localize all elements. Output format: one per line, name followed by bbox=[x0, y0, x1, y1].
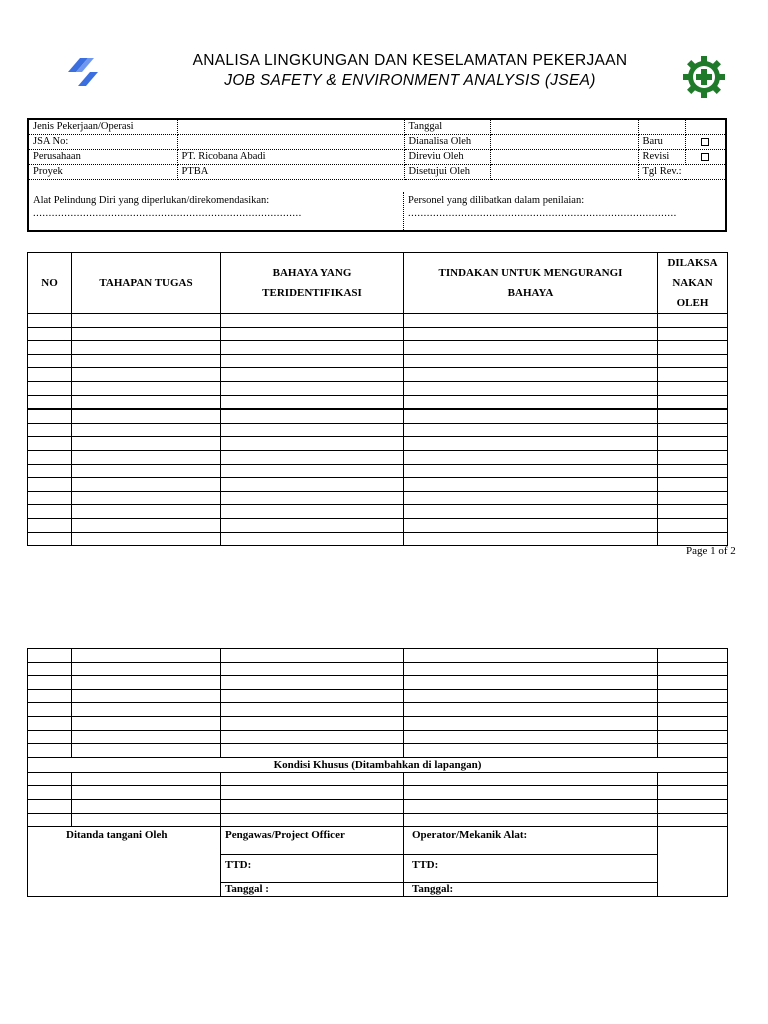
table-cell[interactable] bbox=[28, 703, 72, 717]
table-cell[interactable] bbox=[658, 799, 728, 813]
table-cell[interactable] bbox=[404, 730, 658, 744]
table-cell[interactable] bbox=[72, 327, 221, 341]
table-cell[interactable] bbox=[221, 381, 404, 395]
table-cell[interactable] bbox=[72, 395, 221, 409]
table-row bbox=[28, 327, 728, 341]
table-cell[interactable] bbox=[404, 327, 658, 341]
table-cell[interactable] bbox=[72, 368, 221, 382]
apd-dotted-line[interactable]: ...................................................................................... bbox=[33, 208, 302, 219]
table-cell[interactable] bbox=[221, 716, 404, 730]
table-cell[interactable] bbox=[28, 799, 72, 813]
table-cell[interactable] bbox=[72, 689, 221, 703]
table-cell[interactable] bbox=[28, 662, 72, 676]
table-cell[interactable] bbox=[404, 381, 658, 395]
table-cell[interactable] bbox=[28, 505, 72, 519]
table-cell[interactable] bbox=[28, 689, 72, 703]
blank-cell bbox=[638, 120, 685, 135]
table-cell[interactable] bbox=[221, 450, 404, 464]
table-cell[interactable] bbox=[72, 786, 221, 800]
table-cell[interactable] bbox=[72, 505, 221, 519]
table-cell[interactable] bbox=[404, 676, 658, 690]
table-cell[interactable] bbox=[28, 450, 72, 464]
table-cell[interactable] bbox=[221, 518, 404, 532]
blank-cell bbox=[685, 120, 725, 135]
table-cell[interactable] bbox=[404, 450, 658, 464]
table-row bbox=[28, 716, 728, 730]
green-gear-cross-safety-icon bbox=[682, 55, 726, 99]
table-cell[interactable] bbox=[221, 689, 404, 703]
table-cell[interactable] bbox=[658, 491, 728, 505]
table-cell[interactable] bbox=[658, 464, 728, 478]
table-cell[interactable] bbox=[28, 409, 72, 423]
table-cell[interactable] bbox=[28, 314, 72, 328]
table-cell[interactable] bbox=[72, 649, 221, 663]
table-cell[interactable] bbox=[404, 532, 658, 546]
table-row bbox=[28, 689, 728, 703]
personel-dotted-line[interactable]: ...................................................................................... bbox=[408, 208, 677, 219]
table-cell[interactable] bbox=[658, 381, 728, 395]
perusahaan-label: Perusahaan bbox=[29, 150, 177, 165]
blue-chevron-logo-icon bbox=[64, 52, 104, 92]
proyek-value[interactable]: PTBA bbox=[177, 165, 404, 180]
table-cell[interactable] bbox=[404, 423, 658, 437]
col-header-bahaya-line2: TERIDENTIFIKASI bbox=[262, 287, 362, 299]
table-body-page1 bbox=[28, 314, 728, 546]
table-cell[interactable] bbox=[72, 381, 221, 395]
table-cell[interactable] bbox=[658, 437, 728, 451]
table-cell[interactable] bbox=[28, 676, 72, 690]
disetujui-label: Disetujui Oleh bbox=[404, 165, 490, 180]
table-cell[interactable] bbox=[404, 662, 658, 676]
table-cell[interactable] bbox=[221, 786, 404, 800]
tanggal-label: Tanggal bbox=[404, 120, 490, 135]
table-cell[interactable] bbox=[72, 730, 221, 744]
table-cell[interactable] bbox=[28, 464, 72, 478]
table-row bbox=[28, 799, 728, 813]
table-cell[interactable] bbox=[221, 341, 404, 355]
table-cell[interactable] bbox=[658, 450, 728, 464]
table-cell[interactable] bbox=[28, 354, 72, 368]
table-cell[interactable] bbox=[72, 772, 221, 786]
jenis-pekerjaan-label: Jenis Pekerjaan/Operasi bbox=[29, 120, 177, 135]
table-cell[interactable] bbox=[72, 478, 221, 492]
table-cell[interactable] bbox=[28, 478, 72, 492]
table-cell[interactable] bbox=[72, 813, 221, 827]
table-cell[interactable] bbox=[658, 772, 728, 786]
direviu-field[interactable] bbox=[490, 150, 638, 165]
ttd-pengawas-field[interactable]: TTD: bbox=[221, 855, 404, 883]
table-cell[interactable] bbox=[221, 423, 404, 437]
table-row bbox=[28, 437, 728, 451]
table-row bbox=[28, 395, 728, 409]
dianalisa-field[interactable] bbox=[490, 135, 638, 150]
table-cell[interactable] bbox=[658, 703, 728, 717]
apd-personel-section bbox=[29, 192, 725, 232]
col-header-dilaksanakan-line3: OLEH bbox=[676, 297, 709, 309]
table-cell[interactable] bbox=[404, 478, 658, 492]
table-cell[interactable] bbox=[221, 464, 404, 478]
table-cell[interactable] bbox=[404, 341, 658, 355]
table-cell[interactable] bbox=[221, 730, 404, 744]
table-cell[interactable] bbox=[221, 649, 404, 663]
table-cell[interactable] bbox=[404, 772, 658, 786]
table-row bbox=[28, 450, 728, 464]
tgl-rev-label: Tgl Rev.: bbox=[638, 165, 725, 180]
tanggal-field[interactable] bbox=[490, 120, 638, 135]
table-cell[interactable] bbox=[404, 689, 658, 703]
table-cell[interactable] bbox=[221, 395, 404, 409]
table-row bbox=[28, 368, 728, 382]
table-cell[interactable] bbox=[221, 478, 404, 492]
revisi-checkbox[interactable] bbox=[685, 150, 725, 165]
table-cell[interactable] bbox=[658, 368, 728, 382]
revisi-label: Revisi bbox=[638, 150, 685, 165]
table-row bbox=[28, 314, 728, 328]
table-cell[interactable] bbox=[221, 676, 404, 690]
table-cell[interactable] bbox=[221, 799, 404, 813]
table-cell[interactable] bbox=[221, 532, 404, 546]
table-row bbox=[28, 772, 728, 786]
table-cell[interactable] bbox=[658, 354, 728, 368]
table-cell[interactable] bbox=[221, 368, 404, 382]
table-cell[interactable] bbox=[658, 505, 728, 519]
table-cell[interactable] bbox=[404, 813, 658, 827]
table-cell[interactable] bbox=[404, 703, 658, 717]
ditanda-tangani-label: Ditanda tangani Oleh bbox=[28, 827, 221, 897]
table-cell[interactable] bbox=[72, 532, 221, 546]
table-cell[interactable] bbox=[221, 662, 404, 676]
col-header-tahapan: TAHAPAN TUGAS bbox=[72, 253, 221, 314]
table-cell[interactable] bbox=[221, 505, 404, 519]
table-cell[interactable] bbox=[28, 532, 72, 546]
table-cell[interactable] bbox=[221, 314, 404, 328]
table-row bbox=[28, 423, 728, 437]
table-cell[interactable] bbox=[658, 532, 728, 546]
table-row bbox=[28, 505, 728, 519]
table-cell[interactable] bbox=[404, 354, 658, 368]
table-cell[interactable] bbox=[404, 464, 658, 478]
table-row bbox=[28, 649, 728, 663]
table-cell[interactable] bbox=[404, 409, 658, 423]
table-cell[interactable] bbox=[72, 409, 221, 423]
table-cell[interactable] bbox=[658, 676, 728, 690]
table-row bbox=[28, 478, 728, 492]
table-cell[interactable] bbox=[28, 327, 72, 341]
table-cell[interactable] bbox=[658, 341, 728, 355]
table-cell[interactable] bbox=[28, 437, 72, 451]
table-cell[interactable] bbox=[72, 744, 221, 758]
table-cell[interactable] bbox=[404, 649, 658, 663]
table-cell[interactable] bbox=[658, 716, 728, 730]
table-cell[interactable] bbox=[404, 744, 658, 758]
table-cell[interactable] bbox=[221, 354, 404, 368]
document-title: ANALISA LINGKUNGAN DAN KESELAMATAN PEKERJAAN bbox=[192, 52, 628, 69]
table-cell[interactable] bbox=[28, 423, 72, 437]
table-cell[interactable] bbox=[28, 786, 72, 800]
table-cell[interactable] bbox=[28, 772, 72, 786]
table-cell[interactable] bbox=[221, 813, 404, 827]
apd-label: Alat Pelindung Diri yang diperlukan/direkomendasikan: bbox=[33, 195, 270, 206]
table-row bbox=[28, 744, 728, 758]
table-cell[interactable] bbox=[658, 423, 728, 437]
tanggal-operator-field[interactable]: Tanggal: bbox=[404, 883, 658, 897]
table-row bbox=[28, 518, 728, 532]
table-cell[interactable] bbox=[28, 491, 72, 505]
table-row bbox=[28, 354, 728, 368]
col-header-dilaksanakan-line1: DILAKSA bbox=[667, 257, 718, 269]
table-cell[interactable] bbox=[72, 354, 221, 368]
table-cell[interactable] bbox=[72, 341, 221, 355]
table-row bbox=[28, 532, 728, 546]
col-header-dilaksanakan bbox=[658, 253, 728, 314]
table-row bbox=[28, 662, 728, 676]
operator-label: Operator/Mekanik Alat: bbox=[404, 827, 658, 855]
table-cell[interactable] bbox=[72, 464, 221, 478]
table-cell[interactable] bbox=[404, 518, 658, 532]
table-cell[interactable] bbox=[658, 813, 728, 827]
table-cell[interactable] bbox=[72, 716, 221, 730]
table-cell[interactable] bbox=[72, 437, 221, 451]
job-info-box bbox=[27, 118, 727, 232]
table-cell[interactable] bbox=[72, 518, 221, 532]
table-cell[interactable] bbox=[72, 676, 221, 690]
table-cell[interactable] bbox=[221, 772, 404, 786]
jsea-page2-table bbox=[27, 648, 728, 897]
pengawas-label: Pengawas/Project Officer bbox=[221, 827, 404, 855]
table-cell[interactable] bbox=[404, 491, 658, 505]
table-cell[interactable] bbox=[28, 381, 72, 395]
table-row bbox=[28, 491, 728, 505]
apd-section bbox=[29, 192, 404, 232]
table-cell[interactable] bbox=[658, 649, 728, 663]
table-cell[interactable] bbox=[404, 786, 658, 800]
table-cell[interactable] bbox=[221, 327, 404, 341]
table-body-page2 bbox=[28, 649, 728, 758]
table-body-kondisi bbox=[28, 772, 728, 826]
table-cell[interactable] bbox=[28, 730, 72, 744]
jsa-no-label: JSA No: bbox=[29, 135, 177, 150]
table-cell[interactable] bbox=[658, 786, 728, 800]
table-cell[interactable] bbox=[404, 716, 658, 730]
table-cell[interactable] bbox=[72, 491, 221, 505]
jenis-pekerjaan-field[interactable] bbox=[177, 120, 404, 135]
table-cell[interactable] bbox=[658, 409, 728, 423]
table-cell[interactable] bbox=[658, 518, 728, 532]
col-header-tindakan bbox=[404, 253, 658, 314]
table-cell[interactable] bbox=[221, 491, 404, 505]
col-header-dilaksanakan-line2: NAKAN bbox=[672, 277, 713, 289]
table-row bbox=[28, 409, 728, 423]
table-cell[interactable] bbox=[404, 505, 658, 519]
table-cell[interactable] bbox=[28, 518, 72, 532]
kondisi-khusus-label: Kondisi Khusus (Ditambahkan di lapangan) bbox=[28, 757, 728, 772]
table-row bbox=[28, 341, 728, 355]
baru-checkbox[interactable] bbox=[685, 135, 725, 150]
table-cell[interactable] bbox=[72, 662, 221, 676]
personel-label: Personel yang dilibatkan dalam penilaian: bbox=[408, 195, 585, 206]
table-cell[interactable] bbox=[28, 649, 72, 663]
proyek-label: Proyek bbox=[29, 165, 177, 180]
table-cell[interactable] bbox=[221, 744, 404, 758]
table-cell[interactable] bbox=[28, 395, 72, 409]
table-row bbox=[28, 730, 728, 744]
table-cell[interactable] bbox=[658, 314, 728, 328]
jsea-main-table bbox=[27, 252, 728, 546]
table-cell[interactable] bbox=[28, 341, 72, 355]
disetujui-field[interactable] bbox=[490, 165, 638, 180]
baru-label: Baru bbox=[638, 135, 685, 150]
document-subtitle: JOB SAFETY & ENVIRONMENT ANALYSIS (JSEA) bbox=[224, 72, 596, 89]
table-cell[interactable] bbox=[221, 437, 404, 451]
table-cell[interactable] bbox=[28, 716, 72, 730]
col-header-no: NO bbox=[28, 253, 72, 314]
table-cell[interactable] bbox=[221, 703, 404, 717]
perusahaan-value[interactable]: PT. Ricobana Abadi bbox=[177, 150, 404, 165]
signature-blank-cell bbox=[658, 827, 728, 897]
table-cell[interactable] bbox=[72, 314, 221, 328]
table-row bbox=[28, 676, 728, 690]
table-cell[interactable] bbox=[221, 409, 404, 423]
col-header-tindakan-line1: TINDAKAN UNTUK MENGURANGI bbox=[438, 267, 623, 279]
table-row bbox=[28, 786, 728, 800]
table-cell[interactable] bbox=[658, 689, 728, 703]
table-cell[interactable] bbox=[72, 423, 221, 437]
table-cell[interactable] bbox=[658, 662, 728, 676]
table-cell[interactable] bbox=[28, 368, 72, 382]
table-cell[interactable] bbox=[72, 799, 221, 813]
table-cell[interactable] bbox=[658, 478, 728, 492]
table-cell[interactable] bbox=[658, 327, 728, 341]
tanggal-pengawas-field[interactable]: Tanggal : bbox=[221, 883, 404, 897]
table-cell[interactable] bbox=[404, 437, 658, 451]
direviu-label: Direviu Oleh bbox=[404, 150, 490, 165]
ttd-operator-field[interactable]: TTD: bbox=[404, 855, 658, 883]
table-cell[interactable] bbox=[28, 813, 72, 827]
table-cell[interactable] bbox=[658, 744, 728, 758]
personel-section bbox=[404, 192, 725, 232]
dianalisa-label: Dianalisa Oleh bbox=[404, 135, 490, 150]
table-cell[interactable] bbox=[404, 368, 658, 382]
table-row bbox=[28, 813, 728, 827]
table-cell[interactable] bbox=[72, 703, 221, 717]
col-header-tindakan-line2: BAHAYA bbox=[507, 287, 554, 299]
table-cell[interactable] bbox=[404, 314, 658, 328]
col-header-bahaya bbox=[221, 253, 404, 314]
table-cell[interactable] bbox=[658, 730, 728, 744]
jsa-no-field[interactable] bbox=[177, 135, 404, 150]
table-cell[interactable] bbox=[28, 744, 72, 758]
table-row bbox=[28, 464, 728, 478]
table-cell[interactable] bbox=[404, 799, 658, 813]
page-number: Page 1 of 2 bbox=[686, 545, 736, 557]
table-cell[interactable] bbox=[404, 395, 658, 409]
table-cell[interactable] bbox=[72, 450, 221, 464]
col-header-bahaya-line1: BAHAYA YANG bbox=[272, 267, 352, 279]
table-row bbox=[28, 703, 728, 717]
table-row bbox=[28, 381, 728, 395]
table-cell[interactable] bbox=[658, 395, 728, 409]
